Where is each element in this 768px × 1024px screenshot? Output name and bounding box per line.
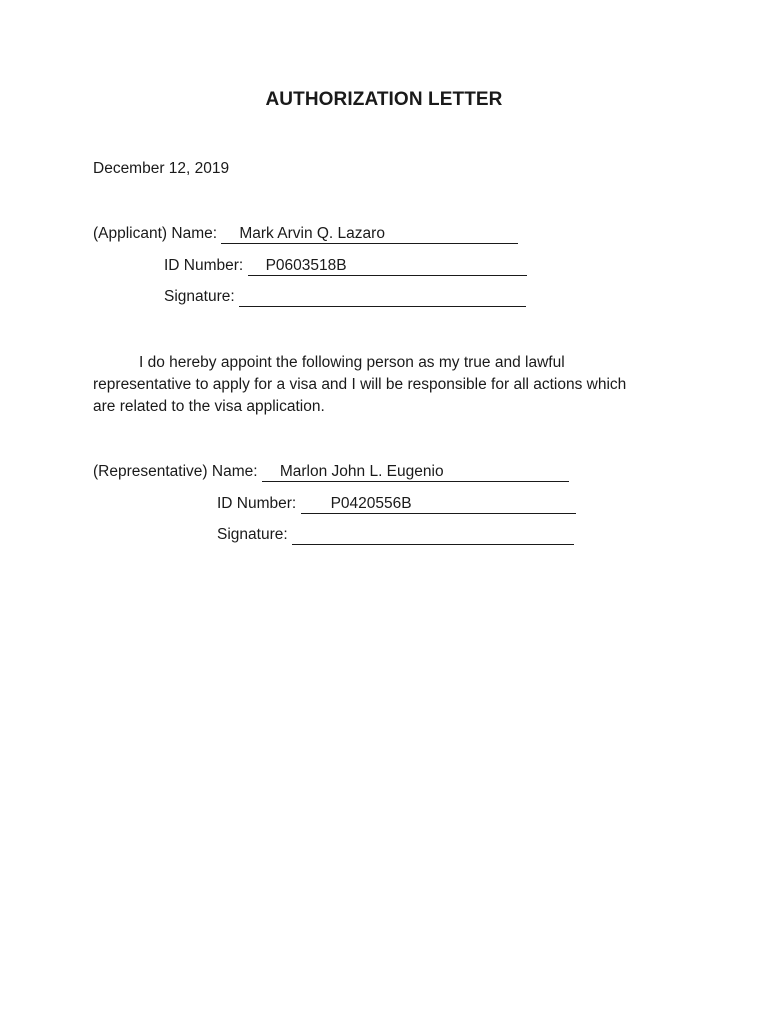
representative-name-blank [262,463,569,482]
representative-id-blank [301,495,576,514]
letter-date: December 12, 2019 [93,160,230,177]
representative-id-value: P0420556B [330,495,412,512]
applicant-id-blank [248,257,527,276]
applicant-signature-blank [239,288,526,307]
representative-name-row [93,462,569,482]
authorization-paragraph [93,352,683,418]
applicant-signature-row [164,287,526,307]
applicant-name-row [93,224,518,244]
representative-name-value: Marlon John L. Eugenio [279,463,444,480]
applicant-id-row [164,256,527,276]
applicant-id-value: P0603518B [265,257,347,274]
applicant-signature-label: Signature: [164,288,239,305]
paragraph-line-3: are related to the visa application. [93,398,325,415]
representative-signature-blank [292,526,574,545]
representative-name-label: (Representative) Name: [93,463,262,480]
applicant-id-label: ID Number: [164,257,248,274]
applicant-name-blank [221,225,518,244]
representative-signature-row [217,525,574,545]
paragraph-line-1: I do hereby appoint the following person as my true and lawful [139,354,565,371]
representative-id-row [217,494,576,514]
applicant-name-value: Mark Arvin Q. Lazaro [239,225,385,242]
representative-signature-label: Signature: [217,526,292,543]
letter-title: AUTHORIZATION LETTER [265,89,503,110]
representative-id-label: ID Number: [217,495,301,512]
paragraph-line-2: representative to apply for a visa and I will be responsible for all actions which [93,376,627,393]
applicant-name-label: (Applicant) Name: [93,225,222,242]
